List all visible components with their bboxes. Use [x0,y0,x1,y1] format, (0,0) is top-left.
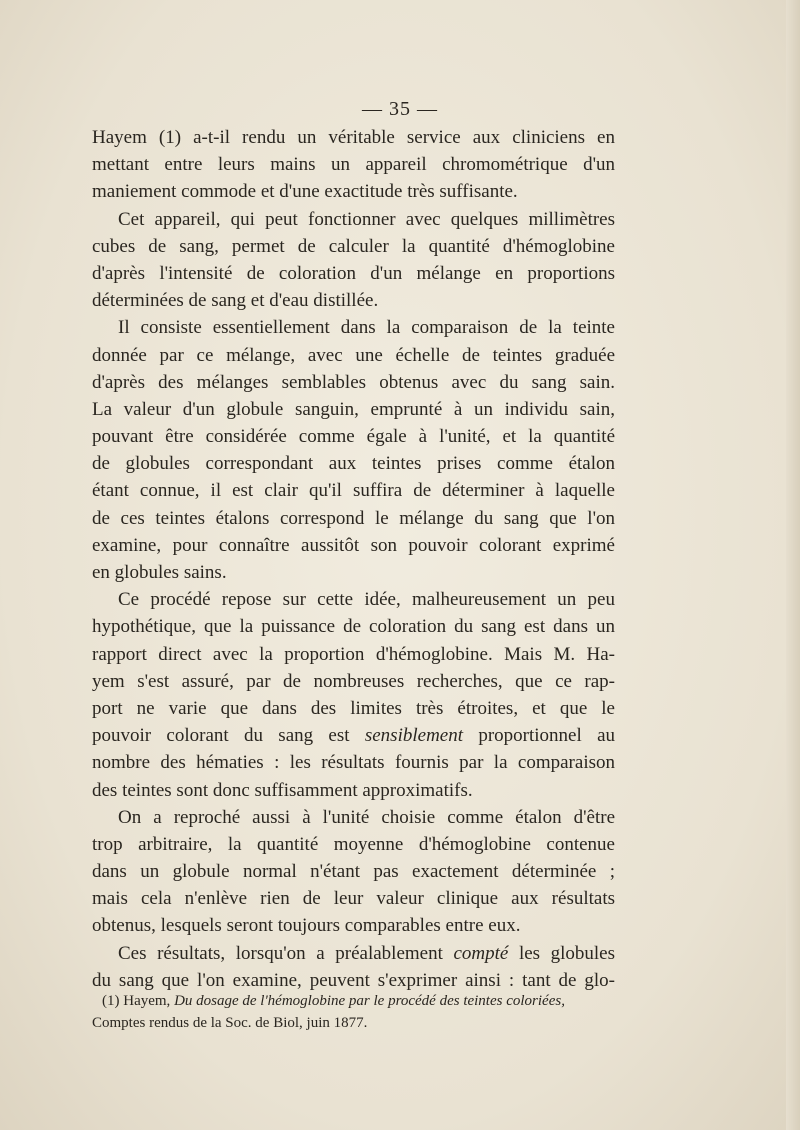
text-line: examine, pour connaître aussitôt son pouvoir colorant exprimé [92,534,615,556]
text-line: La valeur d'un globule sanguin, emprunté à un individu sain, [92,398,615,420]
footnote [92,990,615,1034]
text-line: rapport direct avec la proportion d'hémoglobine. Mais M. Ha- [92,643,615,665]
text-line: maniement commode et d'une exactitude très suffisante. [92,181,518,203]
text-line: des teintes sont donc suffisamment approximatifs. [92,779,473,801]
text-line: Hayem (1) a-t-il rendu un véritable service aux cliniciens en [92,127,615,148]
text-line: nombre des hématies : les résultats fournis par la comparaison [92,752,615,774]
footnote-line: Comptes rendus de la Soc. de Biol, juin 1877. [92,1015,368,1031]
italic-word: sensiblement [364,725,464,747]
text-line: déterminées de sang et d'eau distillée. [92,290,379,312]
text-line: en globules sains. [92,562,227,583]
text-segment: Ces résultats, lorsqu'on a préalablement [118,942,443,964]
text-line: de ces teintes étalons correspond le mélange du sang que l'on [92,507,615,529]
text-line: d'après des mélanges semblables obtenus avec du sang sain. [92,371,615,393]
text-line [92,940,615,967]
footnote-line [92,990,615,1012]
text-line [92,722,615,749]
footnote-marker: (1) Hayem, [102,993,171,1009]
text-line: Ce procédé repose sur cette idée, malheureusement un peu [118,589,615,611]
text-line: pouvant être considérée comme égale à l'unité, et la quantité [92,426,615,448]
text-line: d'après l'intensité de coloration d'un mélange en proportions [92,262,615,284]
text-line: mais cela n'enlève rien de leur valeur clinique aux résultats [92,888,615,910]
text-line: dans un globule normal n'étant pas exactement déterminée ; [92,861,615,883]
text-line: de globules correspondant aux teintes prises comme étalon [92,453,615,475]
text-segment: pouvoir colorant du sang est [92,725,350,747]
body-text [92,124,615,994]
text-line: du sang que l'on examine, peuvent s'exprimer ainsi : tant de glo- [92,969,615,991]
text-segment: les globules [518,942,616,964]
text-line: Cet appareil, qui peut fonctionner avec quelques millimètres [118,208,615,230]
text-line: cubes de sang, permet de calculer la quantité d'hémoglobine [92,235,615,257]
text-line: trop arbitraire, la quantité moyenne d'hémoglobine contenue [92,833,615,855]
text-line: obtenus, lesquels seront toujours comparables entre eux. [92,915,521,937]
text-line: hypothétique, que la puissance de coloration du sang est dans un [92,616,615,638]
text-line: On a reproché aussi à l'unité choisie comme étalon d'être [118,806,615,828]
text-line: mettant entre leurs mains un appareil chromométrique d'un [92,154,615,176]
text-segment: proportionnel au [478,725,615,747]
page-edge [786,0,800,1130]
text-line: donnée par ce mélange, avec une échelle de teintes graduée [92,344,615,366]
text-line: yem s'est assuré, par de nombreuses recherches, que ce rap- [92,670,615,692]
italic-word: compté [453,942,509,964]
text-line: Il consiste essentiellement dans la comparaison de la teinte [118,317,615,339]
footnote-title: Du dosage de l'hémoglobine par le procédé des teintes coloriées, [174,993,565,1009]
page-number: — 35 — [362,98,438,120]
text-line: étant connue, il est clair qu'il suffira de déterminer à laquelle [92,480,615,502]
text-line: port ne varie que dans des limites très étroites, et que le [92,697,615,719]
